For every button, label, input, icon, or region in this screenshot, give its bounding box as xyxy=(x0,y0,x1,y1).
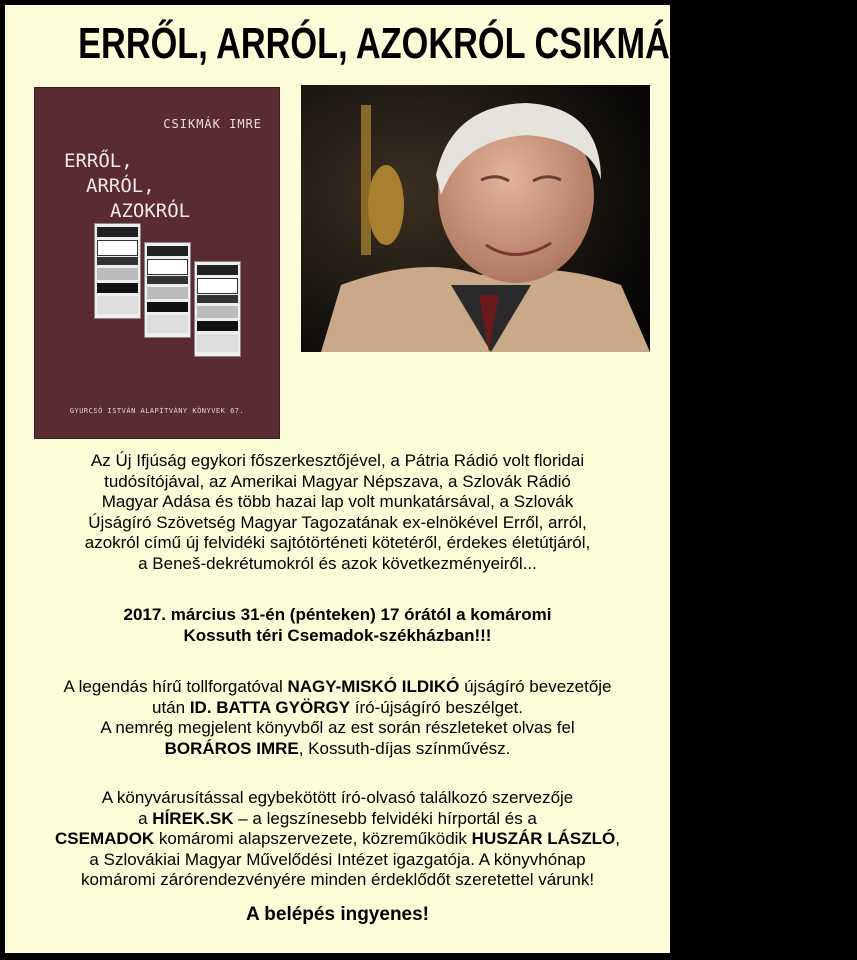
intro-line: tudósítójával, az Amerikai Magyar Népszava, a Szlovák Rádió xyxy=(104,471,571,491)
organizer-portal: HÍREK.SK xyxy=(152,808,234,828)
event-details xyxy=(5,605,670,646)
event-venue-line: Kossuth téri Csemadok-székházban!!! xyxy=(183,625,492,645)
book-title-line: AZOKRÓL xyxy=(110,200,191,222)
organizers-line: CSEMADOK komáromi alapszervezete, közreműködik HUSZÁR LÁSZLÓ, xyxy=(55,829,620,848)
intro-line: Magyar Adása és több hazai lap volt munkatársával, a Szlovák xyxy=(101,492,574,511)
free-entry-note: A belépés ingyenes! xyxy=(245,904,430,925)
event-date-line: 2017. március 31-én (pénteken) 17 órától a komáromi xyxy=(123,605,552,624)
program-line: BORÁROS IMRE, Kossuth-díjas színművész. xyxy=(164,738,511,758)
intro-line: Újságíró Szövetség Magyar Tagozatának ex-elnökével Erről, arról, xyxy=(88,512,587,532)
program-line: A nemrég megjelent könyvből az est során részleteket olvas fel xyxy=(100,718,575,737)
contributor-name: HUSZÁR LÁSZLÓ xyxy=(471,829,616,848)
book-title xyxy=(64,149,190,224)
organizers-line: a Szlovákiai Magyar Művelődési Intézet igazgatója. A könyvhónap xyxy=(89,849,586,869)
poster-title: ERRŐL, ARRÓL, AZOKRÓL CSIKMÁK IMRÉVEL xyxy=(78,19,857,68)
book-title-line: ERRŐL, xyxy=(64,150,133,172)
book-footer: GYURCSÓ ISTVÁN ALAPÍTVÁNY KÖNYVEK 67. xyxy=(69,407,245,415)
organizers-line: a HÍREK.SK – a legszínesebb felvidéki hírportál és a xyxy=(138,808,537,828)
host-name: NAGY-MISKÓ ILDIKÓ xyxy=(287,677,460,696)
book-cover xyxy=(34,87,280,439)
poster xyxy=(5,5,857,953)
organizers-line: komáromi zárórendezvényére minden érdeklődőt szeretettel várunk! xyxy=(80,870,595,889)
portrait-illustration xyxy=(301,85,650,352)
organizer-csemadok: CSEMADOK xyxy=(55,829,155,848)
intro-line: Az Új Ifjúság egykori főszerkesztőjével, a Pátria Rádió volt floridai xyxy=(90,451,585,470)
newspaper-clipping xyxy=(194,261,241,357)
book-title-line: ARRÓL, xyxy=(86,175,155,197)
guest-name: ID. BATTA GYÖRGY xyxy=(189,697,351,717)
intro-line: azokról című új felvidéki sajtótörténeti kötetéről, érdekes életútjáról, xyxy=(84,533,591,552)
organizers-line: A könyvárusítással egybekötött író-olvasó találkozó szervezője xyxy=(101,788,574,807)
program-line: után ID. BATTA GYÖRGY író-újságíró beszélget. xyxy=(152,697,523,717)
organizers-paragraph xyxy=(5,788,670,891)
newspaper-clipping xyxy=(144,242,191,338)
intro-line: a Beneš-dekrétumokról és azok következményeiről... xyxy=(138,553,537,573)
portrait-photo xyxy=(301,85,650,352)
program-line: A legendás hírű tollforgatóval NAGY-MISKÓ ILDIKÓ újságíró bevezetője xyxy=(63,677,612,696)
book-author: CSIKMÁK IMRE xyxy=(163,117,262,131)
reader-name: BORÁROS IMRE xyxy=(164,738,299,758)
intro-paragraph xyxy=(5,451,670,574)
newspaper-clipping xyxy=(94,223,141,319)
program-paragraph xyxy=(5,677,670,759)
